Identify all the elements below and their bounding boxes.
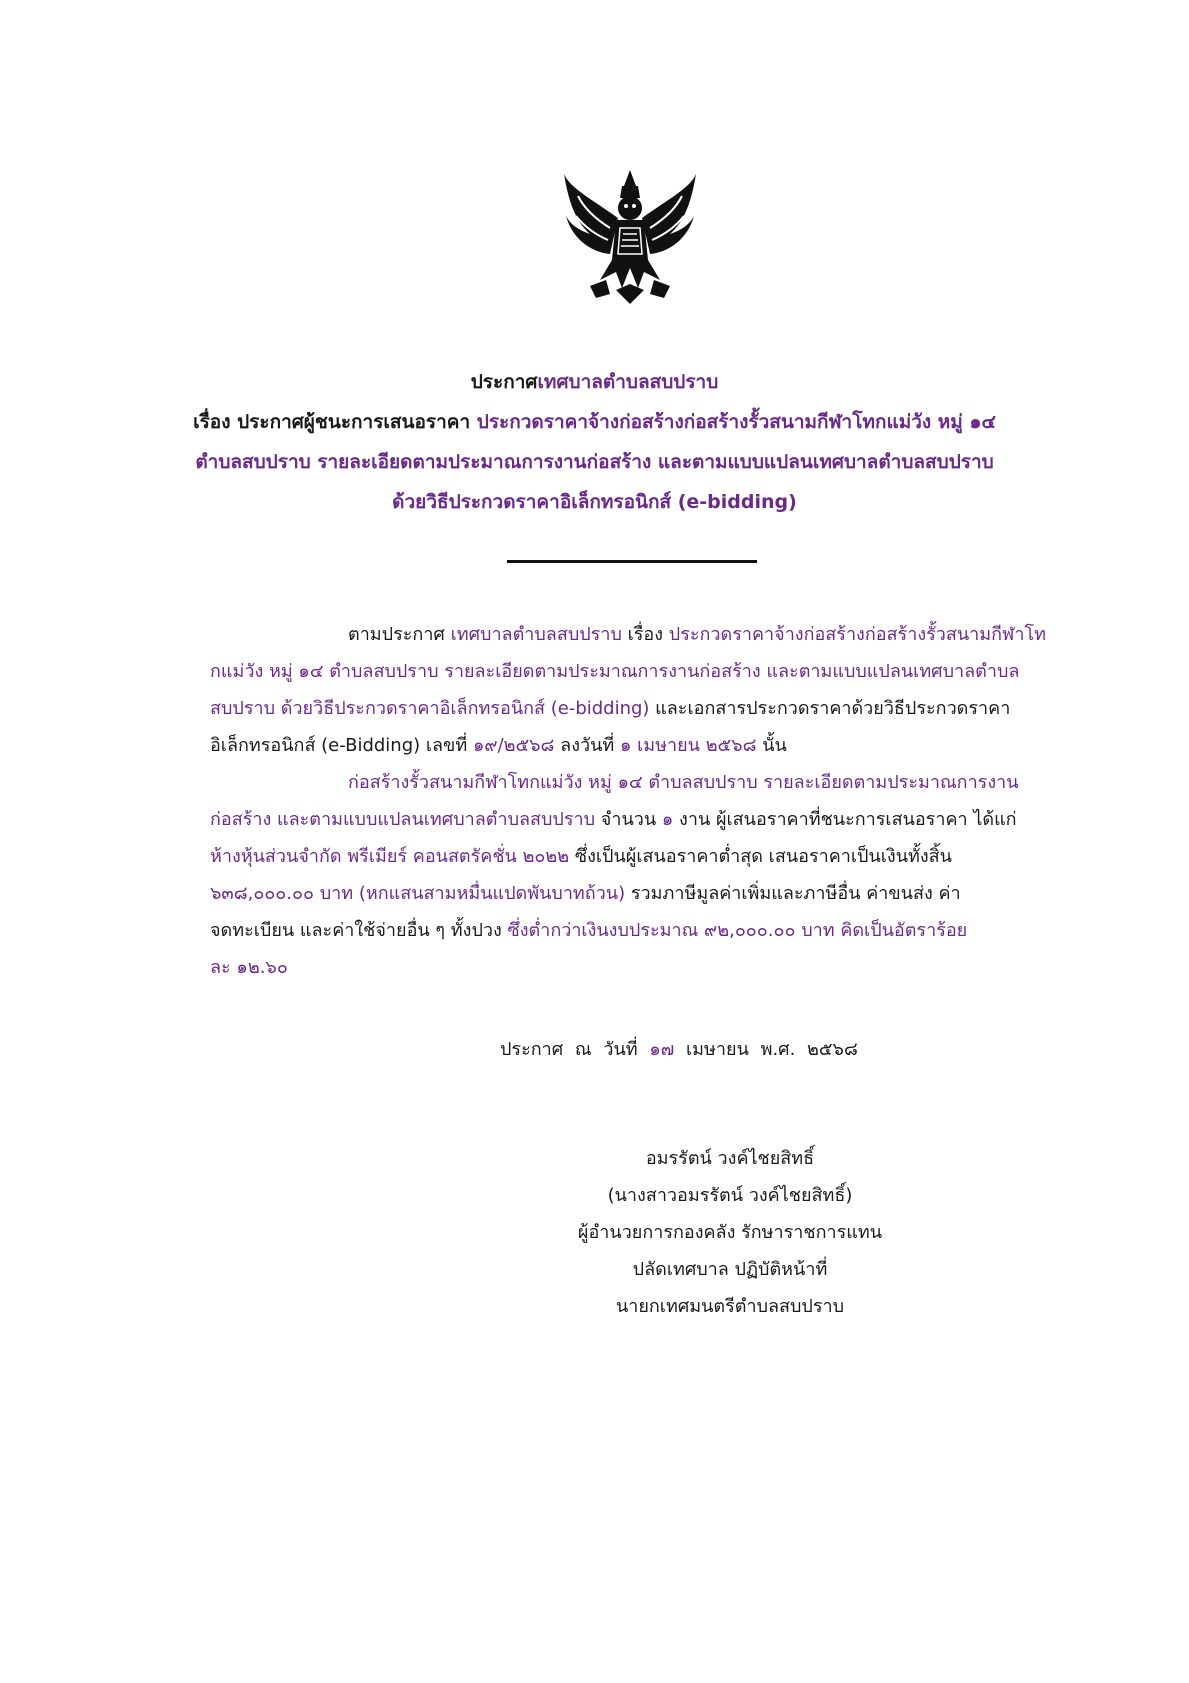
heading-line-2: เรื่อง ประกาศผู้ชนะการเสนอราคา ประกวดราคาจ้างก่อสร้างก่อสร้างรั้วสนามกีฬาโทกแม่วัง หมู่ ๑๔ [193, 411, 996, 433]
announcement-date: ประกาศ ณ วันที่ ๑๗ เมษายน พ.ศ. ๒๕๖๘ [500, 1039, 858, 1060]
heading-line-4: ด้วยวิธีประกวดราคาอิเล็กทรอนิกส์ (e-bidding) [392, 491, 797, 513]
divider-rule [507, 560, 757, 563]
para1-line-1: ตามประกาศ เทศบาลตำบลสบปราบ เรื่อง ประกวดราคาจ้างก่อสร้างก่อสร้างรั้วสนามกีฬาโท [348, 624, 1046, 645]
signer-name: อมรรัตน์ วงค์ไชยสิทธิ์ [645, 1148, 815, 1169]
signer-position-1: ผู้อำนวยการกองคลัง รักษาราชการแทน [577, 1222, 883, 1243]
signer-full-name: (นางสาวอมรรัตน์ วงค์ไชยสิทธิ์) [607, 1185, 853, 1206]
para2-line-4: ๖๓๘,๐๐๐.๐๐ บาท (หกแสนสามหมื่นแปดพันบาทถ้วน) รวมภาษีมูลค่าเพิ่มและภาษีอื่น ค่าขนส่ง ค่า [210, 883, 961, 904]
para1-line-4: อิเล็กทรอนิกส์ (e-Bidding) เลขที่ ๑๙/๒๕๖๘ ลงวันที่ ๑ เมษายน ๒๕๖๘ นั้น [210, 735, 787, 756]
signature-block [540, 1140, 920, 1325]
signer-position-2: ปลัดเทศบาล ปฏิบัติหน้าที่ [632, 1259, 828, 1280]
para2-line-6: ละ ๑๒.๖๐ [210, 957, 288, 978]
announcement-body [210, 616, 1046, 986]
heading-line-1: ประกาศเทศบาลตำบลสบปราบ [470, 371, 719, 393]
para2-line-3: ห้างหุ้นส่วนจำกัด พรีเมียร์ คอนสตรัคชั่น ๒๐๒๒ ซึ่งเป็นผู้เสนอราคาต่ำสุด เสนอราคาเป็นเงินทั้งสิ้น [210, 846, 952, 867]
announcement-heading [150, 362, 1039, 522]
para2-line-2: ก่อสร้าง และตามแบบแปลนเทศบาลตำบลสบปราบ จำนวน ๑ งาน ผู้เสนอราคาที่ชนะการเสนอราคา ได้แก่ [210, 809, 1017, 830]
para2-line-5: จดทะเบียน และค่าใช้จ่ายอื่น ๆ ทั้งปวง ซึ่งต่ำกว่าเงินงบประมาณ ๙๒,๐๐๐.๐๐ บาท คิดเป็นอัตราร้อย [210, 920, 968, 941]
para1-line-2: กแม่วัง หมู่ ๑๔ ตำบลสบปราบ รายละเอียดตามประมาณการงานก่อสร้าง และตามแบบแปลนเทศบาลตำบล [210, 661, 1020, 682]
para1-line-3: สบปราบ ด้วยวิธีประกวดราคาอิเล็กทรอนิกส์ (e-bidding) และเอกสารประกวดราคาด้วยวิธีประกวดราคา [210, 698, 1011, 719]
signer-position-3: นายกเทศมนตรีตำบลสบปราบ [615, 1296, 845, 1317]
heading-line-3: ตำบลสบปราบ รายละเอียดตามประมาณการงานก่อสร้าง และตามแบบแปลนเทศบาลตำบลสบปราบ [195, 451, 994, 473]
garuda-emblem-icon [560, 168, 700, 308]
para2-line-1: ก่อสร้างรั้วสนามกีฬาโทกแม่วัง หมู่ ๑๔ ตำบลสบปราบ รายละเอียดตามประมาณการงาน [348, 772, 1019, 793]
